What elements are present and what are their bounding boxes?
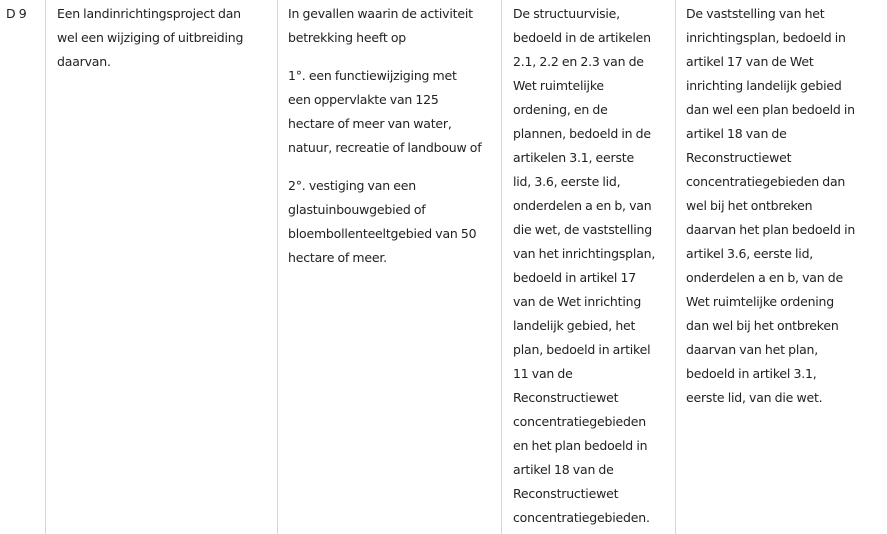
decisions-line: wel bij het ontbreken [686,198,813,213]
cases-item-2-line-3: bloembollenteeltgebied van 50 [288,226,477,241]
plans-line: 11 van de [513,366,573,381]
activity-code: D 9 [6,6,27,21]
cases-item-1-line-1: 1°. een functiewijziging met [288,68,457,83]
cases-item-1-line-4: natuur, recreatie of landbouw of [288,140,482,155]
plans-line: plan, bedoeld in artikel [513,342,651,357]
plans-line: artikelen 3.1, eerste [513,150,634,165]
plans-line: plannen, bedoeld in de [513,126,651,141]
decisions-line: inrichtingsplan, bedoeld in [686,30,846,45]
activity-line-1: Een landinrichtingsproject dan [57,6,241,21]
decisions-line: daarvan het plan bedoeld in [686,222,856,237]
plans-line: van het inrichtingsplan, [513,246,656,261]
decisions-line: artikel 3.6, eerste lid, [686,246,814,261]
cases-intro [288,2,497,50]
plans-line: en het plan bedoeld in [513,438,648,453]
decisions-line: artikel 18 van de [686,126,787,141]
decisions-line: Wet ruimtelijke ordening [686,294,835,309]
plans-line: van de Wet inrichting [513,294,642,309]
plans-line: lid, 3.6, eerste lid, [513,174,621,189]
cases-item-1-line-3: hectare of meer van water, [288,116,452,131]
plans-line: onderdelen a en b, van [513,198,652,213]
decisions-line: inrichting landelijk gebied [686,78,842,93]
plans-line: artikel 18 van de [513,462,614,477]
cases-item-2-line-4: hectare of meer. [288,250,387,265]
plans-line: Reconstructiewet [513,390,619,405]
cases-intro-line-2: betrekking heeft op [288,30,407,45]
plans-line: concentratiegebieden. [513,510,650,525]
plans-line: die wet, de vaststelling [513,222,652,237]
activity-description-cell [46,0,278,534]
activity-code-cell [6,0,46,534]
plans-line: Wet ruimtelijke [513,78,604,93]
activity-line-3: daarvan. [57,54,111,69]
decisions-line: Reconstructiewet [686,150,792,165]
cases-item-2-line-2: glastuinbouwgebied of [288,202,426,217]
decisions-line: onderdelen a en b, van de [686,270,843,285]
plans-line: landelijk gebied, het [513,318,636,333]
cases-item-1 [288,64,497,160]
decisions-line: artikel 17 van de Wet [686,54,814,69]
decisions-line: dan wel bij het ontbreken [686,318,839,333]
decisions-cell [676,0,887,534]
cases-item-2-line-1: 2°. vestiging van een [288,178,416,193]
applicable-cases-cell [278,0,502,534]
activity-line-2: wel een wijziging of uitbreiding [57,30,244,45]
cases-intro-line-1: In gevallen waarin de activiteit [288,6,473,21]
decisions-line: bedoeld in artikel 3.1, [686,366,817,381]
decisions-line: concentratiegebieden dan [686,174,846,189]
plans-cell [502,0,676,534]
plans-line: bedoeld in de artikelen [513,30,651,45]
plans-line: 2.1, 2.2 en 2.3 van de [513,54,644,69]
decisions-line: daarvan van het plan, [686,342,819,357]
cases-item-2 [288,174,497,270]
plans-line: concentratiegebieden [513,414,646,429]
plans-line: De structuurvisie, [513,6,620,21]
decisions-line: dan wel een plan bedoeld in [686,102,855,117]
plans-line: Reconstructiewet [513,486,619,501]
cases-item-1-line-2: een oppervlakte van 125 [288,92,439,107]
plans-line: ordening, en de [513,102,608,117]
decisions-line: De vaststelling van het [686,6,825,21]
decisions-line: eerste lid, van die wet. [686,390,823,405]
plans-line: bedoeld in artikel 17 [513,270,636,285]
